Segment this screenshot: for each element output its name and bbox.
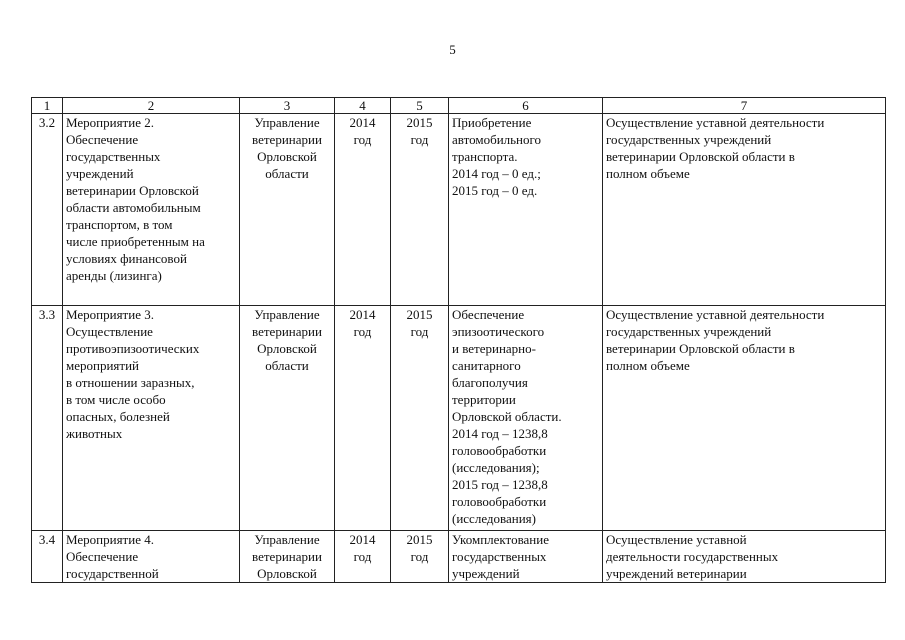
executor-cell: Управление ветеринарии Орловской — [240, 531, 335, 583]
result-cell: Укомплектование государственных учреждений — [449, 531, 603, 583]
event-cell: Мероприятие 2. Обеспечение государственных учреждений ветеринарии Орловской области автомобильным транспортом, в том числе приобретенным на условиях финансовой аренды (лизинга) — [63, 114, 240, 306]
start-year-cell: 2014 год — [335, 306, 391, 531]
end-year-cell: 2015 год — [391, 114, 449, 306]
table-row — [32, 531, 886, 583]
start-year-cell: 2014 год — [335, 531, 391, 583]
result-cell: Приобретение автомобильного транспорта. 2014 год – 0 ед.; 2015 год – 0 ед. — [449, 114, 603, 306]
event-cell: Мероприятие 3. Осуществление противоэпизоотических мероприятий в отношении заразных, в том числе особо опасных, болезней животных — [63, 306, 240, 531]
header-cell: 1 — [32, 98, 63, 114]
header-cell: 2 — [63, 98, 240, 114]
header-cell: 4 — [335, 98, 391, 114]
program-events-table — [31, 97, 886, 583]
header-cell: 3 — [240, 98, 335, 114]
header-cell: 6 — [449, 98, 603, 114]
event-cell: Мероприятие 4. Обеспечение государственной — [63, 531, 240, 583]
row-number-cell: 3.3 — [32, 306, 63, 531]
executor-cell: Управление ветеринарии Орловской области — [240, 114, 335, 306]
result-cell: Обеспечение эпизоотического и ветеринарно- санитарного благополучия территории Орловской области. 2014 год – 1238,8 головообработки (исследования); 2015 год – 1238,8 головообработки (исследования) — [449, 306, 603, 531]
page-number: 5 — [449, 42, 456, 57]
header-cell: 5 — [391, 98, 449, 114]
row-number-cell: 3.4 — [32, 531, 63, 583]
executor-cell: Управление ветеринарии Орловской области — [240, 306, 335, 531]
start-year-cell: 2014 год — [335, 114, 391, 306]
header-row — [32, 98, 886, 114]
consequence-cell: Осуществление уставной деятельности государственных учреждений ветеринарии Орловской области в полном объеме — [603, 306, 886, 531]
consequence-cell: Осуществление уставной деятельности государственных учреждений ветеринарии Орловской области в полном объеме — [603, 114, 886, 306]
end-year-cell: 2015 год — [391, 306, 449, 531]
header-cell: 7 — [603, 98, 886, 114]
end-year-cell: 2015 год — [391, 531, 449, 583]
consequence-cell: Осуществление уставной деятельности государственных учреждений ветеринарии — [603, 531, 886, 583]
table-row — [32, 306, 886, 531]
table-row — [32, 114, 886, 306]
row-number-cell: 3.2 — [32, 114, 63, 306]
